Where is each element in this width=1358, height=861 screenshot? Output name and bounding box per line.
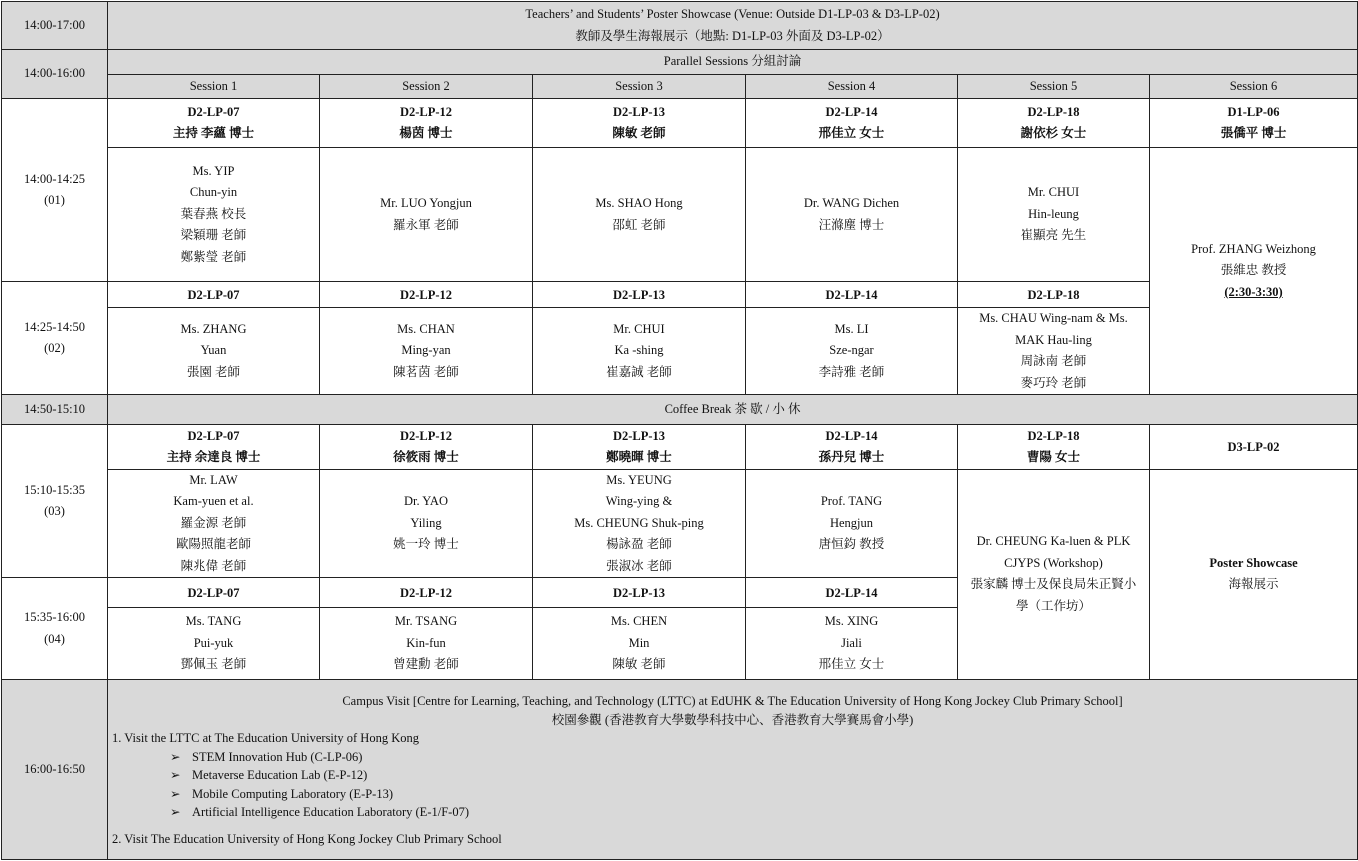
chair-name: 主持 余達良 博士 (166, 450, 261, 464)
presenter-line: 張維忠 教授 (1220, 263, 1287, 278)
room-code: D2-LP-07 (187, 429, 240, 443)
slot-code: (02) (44, 341, 65, 355)
session6-presenter-cell (1150, 148, 1358, 395)
presenter-line: Jiali (841, 635, 862, 650)
room-code: D2-LP-18 (1027, 105, 1080, 120)
time-cell: 16:00-16:50 (2, 680, 108, 860)
presenter-line: Prof. ZHANG Weizhong (1191, 241, 1316, 256)
time-cell: 14:50-15:10 (2, 395, 108, 425)
presenter-line: Pui-yuk (193, 635, 234, 650)
presenter-line: 歐陽照龍老師 (175, 537, 251, 551)
presenter-line: Mr. CHUI (1027, 185, 1080, 200)
presenter-cell (108, 148, 320, 282)
presenter-line: Ms. CHEN (610, 614, 668, 629)
presenter-cell (320, 148, 533, 282)
time-cell: 14:00-17:00 (2, 2, 108, 50)
room-chair-cell (746, 425, 958, 470)
bullet-arrow-icon: ➢ (170, 805, 181, 819)
presenter-line: Ms. LI (834, 321, 869, 336)
chair-name: 張僑平 博士 (1220, 126, 1287, 141)
slot-code: (01) (44, 193, 65, 207)
chair-name: 陳敏 老師 (612, 126, 666, 141)
presenter-cell (746, 469, 958, 578)
slot-time-cell (2, 425, 108, 578)
presenter-line: 羅永軍 老師 (393, 217, 459, 232)
presenter-line: Yuan (200, 343, 227, 358)
presenter-line: 汪滌塵 博士 (818, 217, 885, 232)
presenter-line: Mr. TSANG (394, 614, 458, 629)
campus-subitem (110, 748, 1355, 767)
poster-showcase-cell (108, 2, 1358, 50)
room-code: D2-LP-07 (108, 578, 320, 608)
session-header: Session 6 (1150, 75, 1358, 99)
slot-time-cell (2, 282, 108, 395)
slot-code: (03) (44, 504, 65, 518)
presenter-cell (320, 308, 533, 395)
presenter-line: Kin-fun (406, 635, 446, 650)
room-code: D2-LP-13 (612, 105, 666, 120)
room-chair-cell (320, 99, 533, 148)
presenter-line: 張淑冰 老師 (606, 558, 672, 573)
presenter-line: 麥巧玲 老師 (1020, 375, 1087, 390)
room-code: D2-LP-13 (612, 429, 666, 443)
presenter-line: Mr. LAW (189, 472, 238, 487)
poster-line-en: Teachers’ and Students’ Poster Showcase (Venue: Outside D1-LP-03 & D3-LP-02) (525, 7, 940, 21)
room-chair-cell (746, 99, 958, 148)
presenter-cell (108, 608, 320, 680)
presenter-cell (108, 308, 320, 395)
room-chair-cell (533, 99, 746, 148)
chair-name: 楊茵 博士 (399, 126, 453, 141)
poster-showcase-label: Poster Showcase (1209, 555, 1298, 570)
presenter-line: CJYPS (Workshop) (1004, 555, 1103, 570)
campus-title-zh: 校園參觀 (香港教育大學數學科技中心、香港教育大學賽馬會小學) (551, 712, 914, 727)
session-header: Session 1 (108, 75, 320, 99)
campus-subitem (110, 785, 1355, 804)
presenter-line: 李詩雅 老師 (818, 364, 885, 379)
presenter-cell (958, 148, 1150, 282)
presenter-line: Ms. ZHANG (180, 321, 247, 336)
presenter-cell (533, 469, 746, 578)
chair-name: 謝依杉 女士 (1020, 126, 1087, 141)
presenter-line: Hengjun (829, 515, 874, 530)
presenter-line: 曾建勳 老師 (393, 657, 459, 672)
session-header: Session 3 (533, 75, 746, 99)
presenter-cell (108, 469, 320, 578)
presenter-line: 崔顯亮 先生 (1020, 228, 1087, 243)
presenter-line: Ms. CHEUNG Shuk-ping (574, 515, 704, 530)
campus-subitem (110, 766, 1355, 785)
presenter-line: Chun-yin (189, 185, 238, 200)
presenter-line: 鄭紫瑩 老師 (180, 249, 247, 264)
parallel-sessions-title: Parallel Sessions 分組討論 (108, 50, 1358, 75)
presenter-line: Hin-leung (1028, 206, 1079, 221)
presenter-line: Dr. CHEUNG Ka-luen & PLK (976, 534, 1131, 549)
presenter-line: Ms. CHAN (397, 321, 455, 336)
presenter-time: (2:30-3:30) (1224, 284, 1283, 299)
campus-title-en: Campus Visit [Centre for Learning, Teaching, and Technology (LTTC) at EdUHK & The Education University of Hong Kong Jockey Club Primary School] (342, 694, 1123, 708)
presenter-line: Kam-yuen et al. (173, 494, 254, 508)
room-code: D2-LP-12 (320, 282, 533, 308)
presenter-line: Ms. XING (824, 614, 879, 629)
slot-time-cell (2, 99, 108, 282)
presenter-cell (746, 308, 958, 395)
presenter-line: 學（工作坊） (1015, 598, 1091, 613)
presenter-cell (746, 608, 958, 680)
presenter-line: Yiling (410, 515, 442, 530)
presenter-line: Prof. TANG (820, 494, 883, 508)
presenter-line: 姚一玲 博士 (393, 537, 459, 551)
presenter-line: 唐恒鈞 教授 (818, 537, 885, 551)
campus-subitem-label: Metaverse Education Lab (E-P-12) (192, 768, 368, 782)
room-chair-cell (958, 99, 1150, 148)
presenter-cell (533, 608, 746, 680)
poster-line-zh: 教師及學生海報展示（地點: D1-LP-03 外面及 D3-LP-02） (575, 28, 890, 43)
presenter-line: Ming-yan (401, 343, 451, 358)
presenter-line: 張家麟 博士及保良局朱正賢小 (970, 577, 1137, 592)
room-code: D2-LP-18 (958, 282, 1150, 308)
room-chair-cell (533, 425, 746, 470)
presenter-line: 邵虹 老師 (612, 217, 666, 232)
room-code: D3-LP-02 (1150, 425, 1358, 470)
presenter-line: 陳茗茵 老師 (393, 364, 459, 379)
campus-item-2: 2. Visit The Education University of Hong Kong Jockey Club Primary School (112, 831, 502, 846)
room-code: D1-LP-06 (1227, 105, 1280, 120)
presenter-line: 崔嘉誠 老師 (606, 364, 672, 379)
slot-code: (04) (44, 631, 65, 646)
presenter-line: 周詠南 老師 (1020, 354, 1087, 368)
presenter-line: 陳敏 老師 (612, 657, 666, 672)
presenter-line: 鄧佩玉 老師 (180, 657, 247, 672)
room-chair-cell (958, 425, 1150, 470)
poster-showcase-session-cell (1150, 469, 1358, 680)
presenter-line: Mr. LUO Yongjun (380, 196, 472, 210)
room-code: D2-LP-07 (108, 282, 320, 308)
presenter-line: Dr. WANG Dichen (803, 196, 900, 210)
chair-name: 孫丹兒 博士 (818, 450, 885, 464)
presenter-cell (533, 308, 746, 395)
room-code: D2-LP-14 (746, 578, 958, 608)
slot-time: 14:25-14:50 (23, 319, 86, 334)
room-code: D2-LP-13 (533, 578, 746, 608)
presenter-line: Mr. CHUI (613, 321, 665, 336)
presenter-line: Ms. YIP (192, 163, 235, 178)
session-header: Session 4 (746, 75, 958, 99)
room-code: D2-LP-12 (399, 429, 453, 443)
session-header: Session 5 (958, 75, 1150, 99)
campus-subitem-label: Artificial Intelligence Education Laboratory (E-1/F-07) (192, 805, 469, 819)
room-code: D2-LP-14 (825, 429, 878, 443)
presenter-line: Ka -shing (614, 343, 664, 358)
room-chair-cell (108, 99, 320, 148)
slot-time-cell (2, 578, 108, 680)
presenter-line: Dr. YAO (404, 494, 448, 508)
slot-time: 14:00-14:25 (23, 171, 86, 186)
room-code: D2-LP-13 (533, 282, 746, 308)
presenter-line: Wing-ying & (605, 494, 673, 508)
chair-name: 徐筱雨 博士 (393, 450, 459, 464)
room-chair-cell (1150, 99, 1358, 148)
campus-item-1: 1. Visit the LTTC at The Education University of Hong Kong (112, 731, 419, 745)
presenter-cell (958, 308, 1150, 395)
time-cell: 14:00-16:00 (2, 50, 108, 99)
presenter-line: 邢佳立 女士 (818, 657, 885, 672)
room-code: D2-LP-14 (825, 105, 878, 120)
coffee-break-cell: Coffee Break 茶 歇 / 小 休 (108, 395, 1358, 425)
presenter-line: Ms. CHAU Wing-nam & Ms. (979, 311, 1128, 325)
chair-name: 鄭曉暉 博士 (606, 450, 672, 464)
presenter-line: 張園 老師 (186, 364, 241, 379)
presenter-line: 葉春燕 校長 (180, 206, 247, 221)
room-chair-cell (320, 425, 533, 470)
session-header: Session 2 (320, 75, 533, 99)
presenter-line: 陳兆偉 老師 (180, 558, 247, 573)
campus-subitem-label: STEM Innovation Hub (C-LP-06) (192, 749, 363, 764)
campus-subitem (110, 803, 1355, 822)
presenter-line: 羅金源 老師 (180, 515, 247, 530)
presenter-cell (746, 148, 958, 282)
presenter-line: Sze-ngar (829, 343, 874, 358)
presenter-line: Ms. YEUNG (606, 472, 672, 487)
bullet-arrow-icon: ➢ (170, 749, 181, 764)
presenter-cell (320, 469, 533, 578)
slot-time: 15:10-15:35 (23, 482, 86, 497)
chair-name: 主持 李蘊 博士 (172, 126, 255, 141)
room-code: D2-LP-12 (320, 578, 533, 608)
room-code: D2-LP-07 (187, 105, 240, 120)
presenter-line: Ms. TANG (185, 614, 242, 629)
chair-name: 邢佳立 女士 (818, 126, 885, 141)
campus-visit-cell (108, 680, 1358, 860)
room-code: D2-LP-12 (399, 105, 453, 120)
room-code: D2-LP-18 (1027, 429, 1080, 443)
presenter-line: 梁穎珊 老師 (180, 228, 247, 243)
bullet-arrow-icon: ➢ (170, 786, 181, 801)
presenter-line: MAK Hau-ling (1015, 332, 1092, 347)
presenter-line: Min (628, 635, 650, 650)
room-code: D2-LP-14 (746, 282, 958, 308)
slot-time: 15:35-16:00 (23, 610, 86, 624)
workshop-cell (958, 469, 1150, 680)
presenter-cell (320, 608, 533, 680)
bullet-arrow-icon: ➢ (170, 768, 181, 782)
schedule-table (1, 1, 1358, 860)
presenter-line: 楊詠盈 老師 (606, 537, 672, 551)
chair-name: 曹陽 女士 (1026, 450, 1081, 464)
room-chair-cell (108, 425, 320, 470)
campus-subitem-label: Mobile Computing Laboratory (E-P-13) (192, 786, 394, 801)
poster-showcase-label-zh: 海報展示 (1228, 577, 1279, 592)
presenter-line: Ms. SHAO Hong (595, 196, 683, 210)
presenter-cell (533, 148, 746, 282)
